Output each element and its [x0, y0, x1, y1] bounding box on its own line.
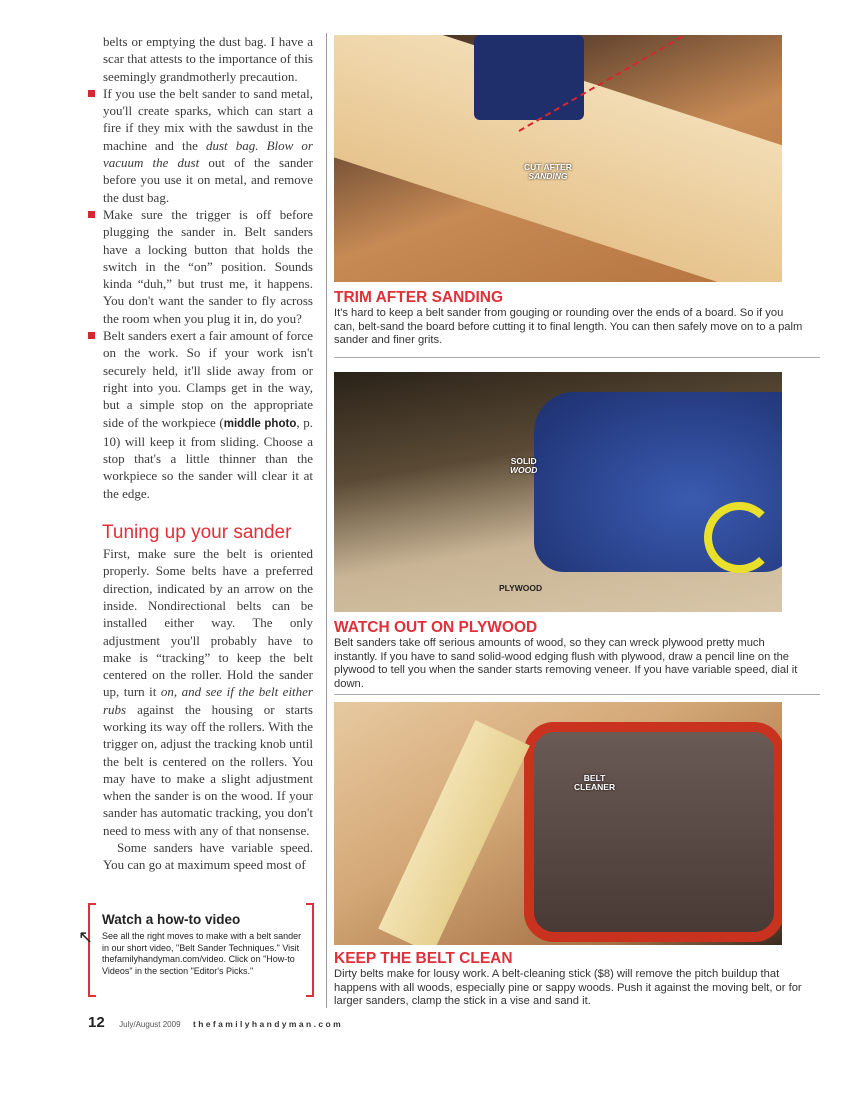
bracket-left [88, 903, 96, 997]
text: First, make sure the belt is oriented properly. Some belts have a preferred direction, indicated by an arrow on the inside. Nondirectional belts can be installed either way. The only adjustment you'll probably have to make is “tracking” to keep the belt centered on the roller. Hold the sander up, turn it [103, 546, 313, 700]
cursor-arrow-icon: ↖ [78, 927, 94, 947]
photo-belt-clean [334, 702, 782, 945]
photo-plywood [334, 372, 782, 612]
bullet-item [103, 85, 313, 206]
caption-text: Dirty belts make for lousy work. A belt-cleaning stick ($8) will remove the pitch buildup that happens with all woods, especially pine or sappy woods. Push it against the moving belt, or for larger sanders, clamp the stick in a vise and sand it. [334, 968, 802, 1008]
caption-text: It's hard to keep a belt sander from gouging or rounding over the ends of a board. So if you can, belt-sand the board before cutting it to final length. You can then safely move on to a palm sander and finer grits. [334, 307, 803, 347]
text: Belt sanders exert a fair amount of force on the work. So if your work isn't securely held, it'll slide away from or right into you. Clamps get in the way, but a simple stop on the appropriate side of the workpiece ( [103, 328, 313, 430]
section-heading: Tuning up your sander [102, 522, 292, 544]
paragraph: belts or emptying the dust bag. I have a scar that attests to the importance of this seemingly grandmotherly precaution. [103, 34, 313, 84]
caption-plywood [334, 619, 804, 691]
photo-label: PLYWOOD [499, 583, 543, 593]
article-column [103, 33, 313, 874]
caption-title: WATCH OUT ON PLYWOOD [334, 619, 538, 636]
text: , p. 10) will keep it from sliding. Choose a stop that's a little thinner than the workpiece so the sander will clear it at the edge. [103, 414, 313, 501]
sander-image [474, 35, 584, 120]
text: against the housing or starts working its way off the rollers. With the trigger on, adjust the tracking knob until the belt is centered on the rollers. You may have to make a slight adjustment when the sander is on the wood. If your sander has automatic tracking, you don't need to mess with any of that nonsense. [103, 701, 313, 838]
cleaning-stick-image [378, 720, 530, 945]
caption-title: TRIM AFTER SANDING [334, 289, 504, 306]
italic-text: on, and see if the belt either rubs [103, 684, 313, 717]
video-description: See all the right moves to make with a belt sander in our short video, "Belt Sander Techniques." Visit thefamilyhandyman.com/video. Click on "How-to Videos" in the section "Editor's Picks." [102, 931, 302, 976]
caption-belt-clean [334, 950, 804, 1009]
page-number: 12 [88, 1014, 105, 1031]
photo-reference: middle photo [223, 417, 297, 430]
text: out of the sander before you use it on metal, and remove the dust bag. [103, 155, 313, 205]
caption-trim [334, 289, 804, 348]
video-callout[interactable] [78, 903, 314, 993]
divider [334, 357, 820, 358]
photo-trim-after-sanding [334, 35, 782, 282]
caption-title: KEEP THE BELT CLEAN [334, 950, 513, 967]
column-divider [326, 33, 327, 1008]
caption-text: Belt sanders take off serious amounts of wood, so they can wreck plywood pretty much instantly. If you have to sand solid-wood edging flush with plywood, draw a pencil line on the plywood to tell you when the sander starts removing veneer. If you have variable speed, dial it down. [334, 637, 798, 690]
photo-label: CUT AFTER SANDING [524, 162, 572, 181]
bullet-item: Make sure the trigger is off before plugging the sander in. Belt sanders have a locking button that holds the switch in the “on” position. Sounds kinda “duh,” but trust me, it happens. You don't want the sander to fly across the room when you plug it in, do you? [103, 206, 313, 326]
paragraph [103, 545, 313, 839]
page-footer [88, 1014, 343, 1032]
video-title: Watch a how-to video [102, 912, 241, 927]
issue-date: July/August 2009 [119, 1020, 181, 1029]
bullet-item [103, 327, 313, 502]
photo-label: SOLID WOOD [510, 456, 538, 475]
text: If you use the belt sander to sand metal, you'll create sparks, which can start a fire if they mix with the sawdust in the machine and the [103, 85, 313, 153]
italic-text: dust bag. Blow or vacuum the dust [103, 137, 313, 171]
rotation-arrow-icon [704, 502, 775, 573]
site-url: thefamilyhandyman.com [192, 1019, 344, 1029]
bracket-right [306, 903, 314, 997]
sander-image [524, 722, 782, 942]
divider [334, 694, 820, 695]
photo-label: BELT CLEANER [574, 773, 616, 792]
paragraph: Some sanders have variable speed. You can go at maximum speed most of [103, 840, 313, 873]
